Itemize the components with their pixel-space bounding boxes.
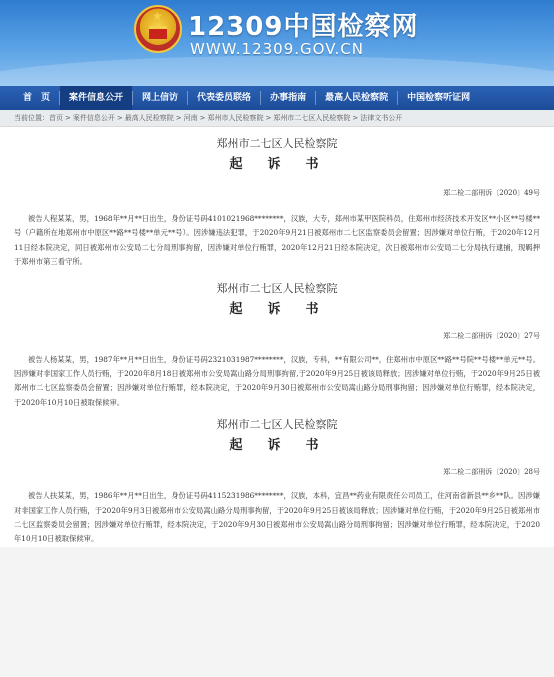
breadcrumb-link[interactable]: 郑州市二七区人民检察院 <box>273 114 351 122</box>
document-type: 起 诉 书 <box>229 157 325 172</box>
document-body: 被告人程某某，男，1968年**月**日出生，身份证号码4101021968********，汉族，大专，郑州市某甲医院科员，住郑州市经济技术开发区**小区**号楼**号（户籍所在地郑州市中原区**路**号楼**单元**号）。因涉嫌违法犯罪，于2020年9月21日被郑州市二七区监察委员会留置；因涉嫌对单位行贿，于2020年12月11日经本院决定，同日被郑州市公安局二七分局刑事拘留，因涉嫌对单位行贿罪，2020年12月21日经本院决定，次日被郑州市公安局二七分局执行逮捕，现羁押于郑州市第三看守所。 <box>14 214 540 267</box>
breadcrumb-link[interactable]: 法律文书公开 <box>360 114 403 122</box>
document-type: 起 诉 书 <box>229 438 325 454</box>
breadcrumb-prefix: 当前位置： <box>14 114 49 122</box>
document-content <box>0 127 554 547</box>
breadcrumb-link[interactable]: 最高人民检察院 <box>124 114 174 122</box>
breadcrumb <box>0 110 554 127</box>
document-org: 郑州市二七区人民检察院 <box>216 137 338 150</box>
nav-item-hearing-network[interactable]: 中国检察听证网 <box>407 93 471 103</box>
document-org: 郑州市二七区人民检察院 <box>216 281 338 295</box>
breadcrumb-link[interactable]: 郑州市人民检察院 <box>207 114 264 122</box>
breadcrumb-link[interactable]: 案件信息公开 <box>72 114 115 122</box>
document-number: 郑二检二部刑诉〔2020〕27号 <box>443 331 540 340</box>
breadcrumb-separator: > <box>116 114 123 122</box>
document-block <box>14 127 540 270</box>
main-nav <box>0 86 554 110</box>
breadcrumb-separator: > <box>65 114 71 122</box>
site-url: WWW.12309.GOV.CN <box>190 40 364 58</box>
document-block <box>14 270 540 411</box>
site-header <box>0 0 554 86</box>
breadcrumb-separator: > <box>352 114 359 122</box>
document-type: 起 诉 书 <box>229 301 325 317</box>
breadcrumb-separator: > <box>265 114 272 122</box>
breadcrumb-separator: > <box>199 114 206 122</box>
nav-item-online-petition[interactable]: 网上信访 <box>142 93 179 103</box>
nav-item-case-info[interactable]: 案件信息公开 <box>60 86 132 110</box>
document-block <box>14 410 540 547</box>
document-org: 郑州市二七区人民检察院 <box>216 418 338 432</box>
gate-icon <box>149 26 167 39</box>
star-icon: ★ <box>152 9 163 23</box>
breadcrumb-link[interactable]: 首页 <box>49 114 63 122</box>
nav-item-guide[interactable]: 办事指南 <box>270 93 307 103</box>
procuratorate-emblem-icon[interactable] <box>134 5 182 53</box>
document-body: 被告人杨某某，男，1987年**月**日出生，身份证号码2321031987********，汉族，专科，**有限公司**，住郑州市中原区**路**号院**号楼**单元**号。因涉嫌对非国家工作人员行贿，于2020年8月18日被郑州市公安局嵩山路分局刑事拘留,于2020年9月25日被该局释放；因涉嫌对单位行贿，于2020年9月25日被郑州市二七区监察委员会留置；因涉嫌对单位行贿罪，经本院决定，于2020年9月30日被郑州市公安局嵩山路分局刑事拘留；因涉嫌对单位行贿罪，经本院决定，于2020年10月10日被取保候审。 <box>14 354 540 407</box>
site-title[interactable]: 12309中国检察网 <box>188 12 419 42</box>
breadcrumb-link[interactable]: 河南 <box>183 114 198 122</box>
nav-item-supreme-procuratorate[interactable]: 最高人民检察院 <box>325 93 389 103</box>
nav-item-home[interactable]: 首 页 <box>23 93 51 103</box>
document-number: 郑二检二部刑诉〔2020〕28号 <box>443 468 540 477</box>
document-body: 被告人扶某某，男，1986年**月**日出生，身份证号码4115231986********，汉族，本科，宜昌**药业有限责任公司员工，住河南省新县**乡**队。因涉嫌对非国家工作人员行贿，于2020年9月3日被郑州市公安局嵩山路分局刑事拘留，于2020年9月25日被该局释放；因涉嫌对单位行贿，于2020年9月25日被郑州市二七区监察委员会留置；因涉嫌对单位行贿罪，经本院决定，于2020年9月30日被郑州市公安局嵩山路分局刑事拘留；因涉嫌对单位行贿罪，经本院决定，于2020年10月10日被取保候审。 <box>14 491 540 544</box>
document-number: 郑二检二部刑诉〔2020〕49号 <box>443 189 540 197</box>
header-wave-decoration <box>0 56 554 86</box>
nav-item-deputy-liaison[interactable]: 代表委员联络 <box>197 93 252 103</box>
breadcrumb-separator: > <box>175 114 182 122</box>
